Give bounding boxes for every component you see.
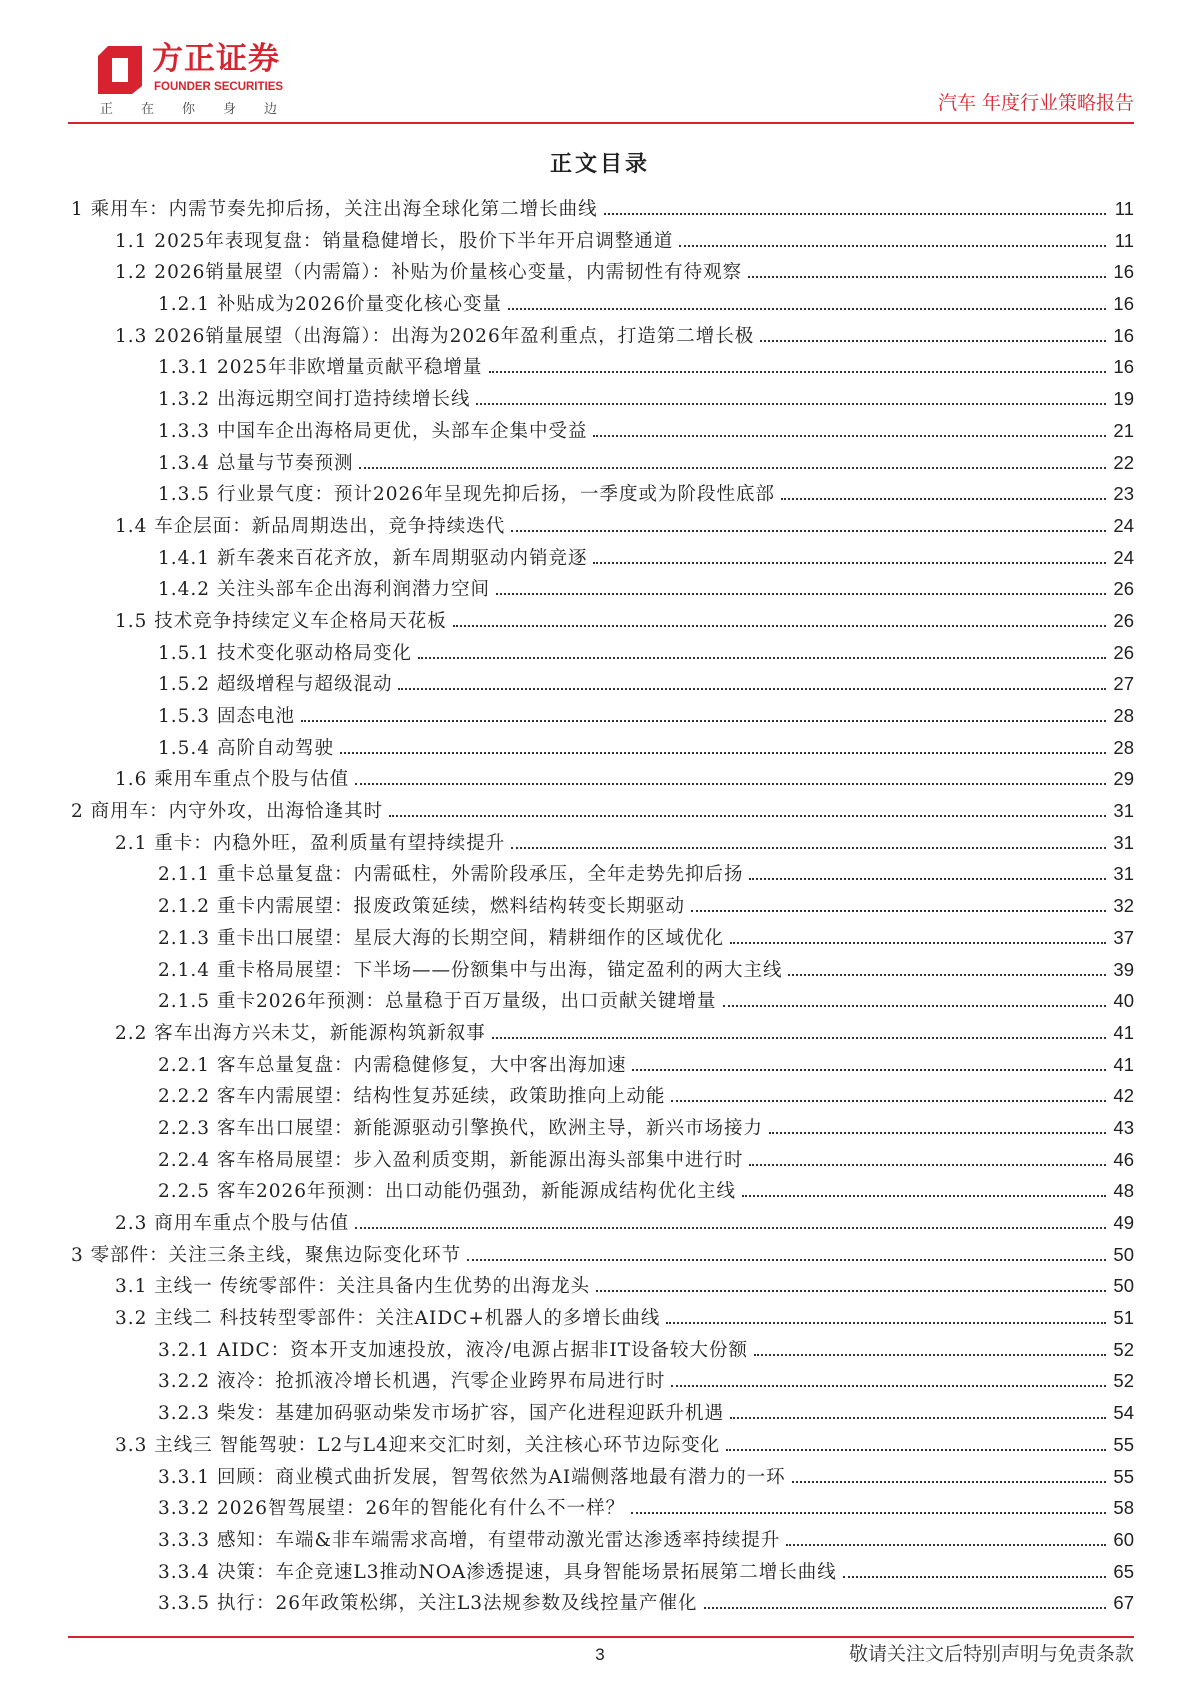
toc-entry-page[interactable]: 26	[1113, 609, 1134, 631]
toc-entry-label[interactable]: 2.1 重卡：内稳外旺，盈利质量有望持续提升	[115, 832, 506, 854]
toc-entry[interactable]	[71, 736, 1134, 768]
toc-entry-label[interactable]: 2.2.1 客车总量复盘：内需稳健修复，大中客出海加速	[158, 1054, 627, 1076]
toc-entry-label[interactable]: 3 零部件：关注三条主线，聚焦边际变化环节	[71, 1244, 462, 1266]
toc-entry[interactable]	[71, 1591, 1134, 1623]
dot-leader	[496, 592, 1106, 595]
toc-entry-page[interactable]: 52	[1113, 1370, 1134, 1392]
toc-entry[interactable]	[71, 1179, 1134, 1211]
toc-entry-page[interactable]: 51	[1113, 1307, 1134, 1329]
dot-leader	[723, 1004, 1106, 1007]
toc-entry[interactable]	[71, 419, 1134, 451]
toc-entry-label[interactable]: 1.1 2025年表现复盘：销量稳健增长，股价下半年开启调整通道	[115, 230, 674, 252]
toc-entry-page[interactable]: 39	[1113, 958, 1134, 980]
dot-leader	[666, 1321, 1106, 1324]
toc-entry-page[interactable]: 50	[1113, 1243, 1134, 1265]
dot-leader	[359, 466, 1106, 469]
dot-leader	[631, 1511, 1106, 1514]
dot-leader	[691, 909, 1106, 912]
toc-entry-page[interactable]: 48	[1113, 1180, 1134, 1202]
dot-leader	[632, 1068, 1106, 1071]
toc-entry[interactable]	[71, 1528, 1134, 1560]
dot-leader	[511, 529, 1106, 532]
toc-entry[interactable]	[71, 260, 1134, 292]
logo-en-text: FOUNDER SECURITIES	[154, 81, 284, 93]
dot-leader	[355, 782, 1106, 785]
toc-entry-page[interactable]: 67	[1113, 1592, 1134, 1614]
dot-leader	[489, 370, 1106, 373]
toc-entry-page[interactable]: 65	[1113, 1560, 1134, 1582]
toc-entry-label[interactable]: 1.3 2026销量展望（出海篇）：出海为2026年盈利重点，打造第二增长极	[115, 325, 755, 347]
toc-entry-label[interactable]: 1.2 2026销量展望（内需篇）：补贴为价量核心变量，内需韧性有待观察	[115, 262, 743, 284]
toc-entry-page[interactable]: 28	[1113, 705, 1134, 726]
toc-entry-label[interactable]: 1.3.3 中国车企出海格局更优，头部车企集中受益	[158, 420, 588, 442]
dot-leader	[492, 1036, 1106, 1039]
dot-leader	[749, 877, 1106, 880]
toc-entry-label[interactable]: 1.4.2 关注头部车企出海利润潜力空间	[158, 579, 490, 601]
dot-leader	[760, 339, 1106, 342]
dot-leader	[511, 846, 1106, 849]
dot-leader	[671, 1099, 1106, 1102]
dot-leader	[786, 1543, 1106, 1546]
toc-entry[interactable]	[71, 577, 1134, 609]
toc-entry[interactable]	[71, 1496, 1134, 1528]
toc-entry[interactable]	[71, 1306, 1134, 1338]
founder-securities-logo	[98, 41, 298, 100]
toc-entry-label[interactable]: 2.2.3 客车出口展望：新能源驱动引擎换代，欧洲主导，新兴市场接力	[158, 1117, 763, 1139]
toc-entry-page[interactable]: 37	[1113, 926, 1134, 948]
toc-entry[interactable]	[71, 1084, 1134, 1116]
dot-leader	[508, 307, 1106, 310]
toc-entry-label[interactable]: 3.2.1 AIDC：资本开支加速投放，液冷/电源占据非IT设备较大份额	[158, 1339, 748, 1361]
toc-entry-page[interactable]: 41	[1113, 1021, 1134, 1043]
toc-entry[interactable]	[71, 1211, 1134, 1243]
toc-entry-page[interactable]: 60	[1113, 1528, 1134, 1550]
dot-leader	[604, 212, 1106, 215]
toc-entry-label[interactable]: 1.3.5 行业景气度：预计2026年呈现先抑后扬，一季度或为阶段性底部	[158, 484, 776, 506]
toc-entry-label[interactable]: 2.2.2 客车内需展望：结构性复苏延续，政策助推向上动能	[158, 1086, 666, 1108]
toc-entry-page[interactable]: 11	[1114, 198, 1134, 219]
disclaimer-note: 敬请关注文后特别声明与免责条款	[848, 1643, 1134, 1665]
toc-entry[interactable]	[71, 831, 1134, 863]
dot-leader	[792, 1480, 1106, 1483]
toc-entry-page[interactable]: 55	[1113, 1433, 1134, 1455]
dot-leader	[671, 1384, 1106, 1387]
toc-entry[interactable]	[71, 292, 1134, 324]
dot-leader	[355, 1226, 1106, 1229]
dot-leader	[781, 497, 1106, 500]
toc-entry-page[interactable]: 46	[1113, 1148, 1134, 1170]
toc-entry[interactable]	[71, 1053, 1134, 1085]
toc-entry[interactable]	[71, 958, 1134, 990]
toc-entry[interactable]	[71, 1116, 1134, 1148]
toc-entry-page[interactable]: 24	[1113, 546, 1134, 568]
dot-leader	[726, 1448, 1106, 1451]
dot-leader	[418, 656, 1106, 659]
toc-entry-page[interactable]: 27	[1113, 673, 1134, 695]
dot-leader	[730, 941, 1106, 944]
toc-entry-label[interactable]: 1 乘用车：内需节奏先抑后扬，关注出海全球化第二增长曲线	[71, 199, 598, 220]
toc-entry-label[interactable]: 2.1.1 重卡总量复盘：内需砥柱，外需阶段承压，全年走势先抑后扬	[158, 864, 744, 886]
dot-leader	[593, 434, 1106, 437]
header-divider	[68, 122, 1134, 124]
toc-entry-page[interactable]: 29	[1113, 768, 1134, 790]
toc-entry-label[interactable]: 3.2.2 液冷：抢抓液冷增长机遇，汽零企业跨界布局进行时	[158, 1371, 666, 1393]
dot-leader	[476, 402, 1106, 405]
toc-entry-page[interactable]: 16	[1113, 324, 1134, 346]
logo-mark-icon	[98, 46, 142, 94]
dot-leader	[467, 1258, 1106, 1261]
dot-leader	[748, 275, 1106, 278]
toc-entry-page[interactable]: 31	[1113, 800, 1134, 822]
toc-entry[interactable]	[71, 1433, 1134, 1465]
toc-entry[interactable]	[71, 1338, 1134, 1370]
toc-entry-label[interactable]: 2.1.2 重卡内需展望：报废政策延续，燃料结构转变长期驱动	[158, 896, 685, 918]
toc-entry[interactable]	[71, 1369, 1134, 1401]
toc-entry-page[interactable]: 49	[1113, 1212, 1134, 1233]
tagline: 正在你身边	[100, 102, 306, 117]
toc-entry-label[interactable]: 1.4 车企层面：新品周期迭出，竞争持续迭代	[115, 515, 506, 537]
toc-entry-label[interactable]: 3.3.3 感知：车端&非车端需求高增，有望带动激光雷达渗透率持续提升	[158, 1529, 781, 1551]
dot-leader	[340, 751, 1106, 754]
toc-entry-label[interactable]: 1.3.4 总量与节奏预测	[158, 452, 354, 474]
toc-entry-label[interactable]: 1.3.1 2025年非欧增量贡献平稳增量	[158, 357, 483, 379]
toc-entry-page[interactable]: 16	[1113, 293, 1134, 315]
toc-entry[interactable]	[71, 514, 1134, 546]
table-of-contents	[71, 197, 1134, 1623]
toc-entry[interactable]	[71, 894, 1134, 926]
toc-entry-label[interactable]: 3.1 主线一 传统零部件：关注具备内生优势的出海龙头	[115, 1276, 591, 1298]
toc-entry[interactable]	[71, 1274, 1134, 1306]
dot-leader	[593, 561, 1106, 564]
page-title: 正文目录	[549, 151, 650, 177]
toc-entry[interactable]	[71, 387, 1134, 419]
toc-entry[interactable]	[71, 767, 1134, 799]
dot-leader	[730, 1416, 1106, 1419]
page-number: 3	[595, 1645, 605, 1664]
toc-entry[interactable]	[71, 229, 1134, 261]
toc-entry[interactable]	[71, 451, 1134, 483]
toc-entry[interactable]	[71, 482, 1134, 514]
toc-entry-page[interactable]: 31	[1113, 831, 1134, 853]
toc-entry-page[interactable]: 16	[1113, 261, 1134, 283]
toc-entry[interactable]	[71, 546, 1134, 578]
toc-entry-page[interactable]: 43	[1113, 1116, 1134, 1138]
toc-entry-page[interactable]: 52	[1113, 1338, 1134, 1360]
toc-entry-page[interactable]: 54	[1113, 1402, 1134, 1424]
toc-entry-label[interactable]: 1.3.2 出海远期空间打造持续增长线	[158, 389, 471, 411]
toc-entry-page[interactable]: 26	[1113, 578, 1134, 600]
toc-entry-page[interactable]: 32	[1113, 895, 1134, 917]
dot-leader	[679, 244, 1106, 247]
toc-entry-label[interactable]: 3.3.5 执行：26年政策松绑，关注L3法规参数及线控量产催化	[158, 1593, 698, 1615]
toc-entry-page[interactable]: 50	[1113, 1275, 1134, 1297]
dot-leader	[788, 973, 1106, 976]
toc-entry-page[interactable]: 55	[1113, 1465, 1134, 1487]
toc-entry-label[interactable]: 2.2.5 客车2026年预测：出口动能仍强劲，新能源成结构优化主线	[158, 1181, 737, 1203]
toc-entry-label[interactable]: 1.5.3 固态电池	[158, 706, 295, 727]
dot-leader	[742, 1194, 1106, 1197]
toc-entry[interactable]	[71, 324, 1134, 356]
toc-entry-label[interactable]: 1.5.2 超级增程与超级混动	[158, 674, 393, 696]
toc-entry-page[interactable]: 16	[1113, 356, 1134, 378]
toc-entry-page[interactable]: 21	[1113, 419, 1134, 441]
toc-entry-page[interactable]: 19	[1113, 388, 1134, 410]
toc-entry[interactable]	[71, 1560, 1134, 1592]
dot-leader	[389, 814, 1106, 817]
dot-leader	[749, 1163, 1106, 1166]
toc-entry-label[interactable]: 2.1.4 重卡格局展望：下半场——份额集中与出海，锚定盈利的两大主线	[158, 959, 783, 981]
toc-entry[interactable]	[71, 1148, 1134, 1180]
toc-entry-label[interactable]: 3.3.4 决策：车企竞速L3推动NOA渗透提速，具身智能场景拓展第二增长曲线	[158, 1561, 837, 1583]
footer-divider	[68, 1636, 1134, 1638]
toc-entry[interactable]	[71, 704, 1134, 736]
toc-entry[interactable]	[71, 672, 1134, 704]
toc-entry[interactable]	[71, 609, 1134, 641]
toc-entry-page[interactable]: 41	[1113, 1053, 1134, 1075]
toc-entry-page[interactable]: 31	[1113, 863, 1134, 885]
toc-entry-page[interactable]: 40	[1113, 990, 1134, 1012]
toc-entry-page[interactable]: 11	[1114, 229, 1134, 251]
toc-entry-page[interactable]: 58	[1113, 1497, 1134, 1519]
toc-entry-label[interactable]: 1.2.1 补贴成为2026价量变化核心变量	[158, 294, 503, 316]
toc-entry-label[interactable]: 3.2.3 柴发：基建加码驱动柴发市场扩容，国产化进程迎跃升机遇	[158, 1403, 724, 1425]
toc-entry-label[interactable]: 2.3 商用车重点个股与估值	[115, 1213, 350, 1234]
toc-entry[interactable]	[71, 862, 1134, 894]
toc-entry-page[interactable]: 28	[1113, 736, 1134, 758]
toc-entry-page[interactable]: 26	[1113, 641, 1134, 663]
toc-entry-label[interactable]: 3.2 主线二 科技转型零部件：关注AIDC+机器人的多增长曲线	[115, 1308, 661, 1330]
toc-entry-label[interactable]: 3.3.1 回顾：商业模式曲折发展，智驾依然为AI端侧落地最有潜力的一环	[158, 1466, 786, 1488]
toc-entry-page[interactable]: 23	[1113, 483, 1134, 505]
toc-entry-label[interactable]: 1.6 乘用车重点个股与估值	[115, 769, 350, 791]
logo-cn-text: 方正证券	[152, 41, 280, 77]
toc-entry-label[interactable]: 1.5.1 技术变化驱动格局变化	[158, 642, 412, 664]
toc-entry[interactable]	[71, 197, 1134, 229]
toc-entry[interactable]	[71, 355, 1134, 387]
toc-entry[interactable]	[71, 1465, 1134, 1497]
toc-entry-label[interactable]: 2.1.3 重卡出口展望：星辰大海的长期空间，精耕细作的区域优化	[158, 927, 724, 949]
toc-entry-label[interactable]: 3.3 主线三 智能驾驶：L2与L4迎来交汇时刻，关注核心环节边际变化	[115, 1434, 721, 1456]
report-type: 汽车 年度行业策略报告	[937, 92, 1134, 114]
toc-entry-page[interactable]: 24	[1113, 514, 1134, 536]
toc-entry-label[interactable]: 2.2.4 客车格局展望：步入盈利质变期，新能源出海头部集中进行时	[158, 1149, 744, 1171]
toc-entry-label[interactable]: 2.1.5 重卡2026年预测：总量稳于百万量级，出口贡献关键增量	[158, 991, 717, 1013]
toc-entry-label[interactable]: 1.4.1 新车袭来百花齐放，新车周期驱动内销竞逐	[158, 547, 588, 569]
dot-leader	[301, 719, 1106, 722]
toc-entry[interactable]	[71, 1021, 1134, 1053]
dot-leader	[769, 1131, 1106, 1134]
toc-entry[interactable]	[71, 989, 1134, 1021]
toc-entry[interactable]	[71, 1401, 1134, 1433]
dot-leader	[596, 1289, 1106, 1292]
toc-entry-label[interactable]: 2.2 客车出海方兴未艾，新能源构筑新叙事	[115, 1022, 486, 1044]
toc-entry-label[interactable]: 1.5.4 高阶自动驾驶	[158, 737, 334, 759]
dot-leader	[843, 1575, 1106, 1578]
dot-leader	[453, 624, 1106, 627]
toc-entry[interactable]	[71, 1243, 1134, 1275]
dot-leader	[704, 1606, 1106, 1609]
toc-entry[interactable]	[71, 799, 1134, 831]
toc-entry[interactable]	[71, 641, 1134, 673]
toc-entry[interactable]	[71, 926, 1134, 958]
dot-leader	[398, 687, 1106, 690]
dot-leader	[754, 1353, 1106, 1356]
toc-entry-page[interactable]: 42	[1113, 1085, 1134, 1107]
toc-entry-label[interactable]: 3.3.2 2026智驾展望：26年的智能化有什么不一样？	[158, 1498, 626, 1520]
toc-entry-page[interactable]: 22	[1113, 451, 1134, 473]
toc-entry-label[interactable]: 2 商用车：内守外攻，出海恰逢其时	[71, 801, 384, 823]
toc-entry-label[interactable]: 1.5 技术竞争持续定义车企格局天花板	[115, 610, 447, 632]
